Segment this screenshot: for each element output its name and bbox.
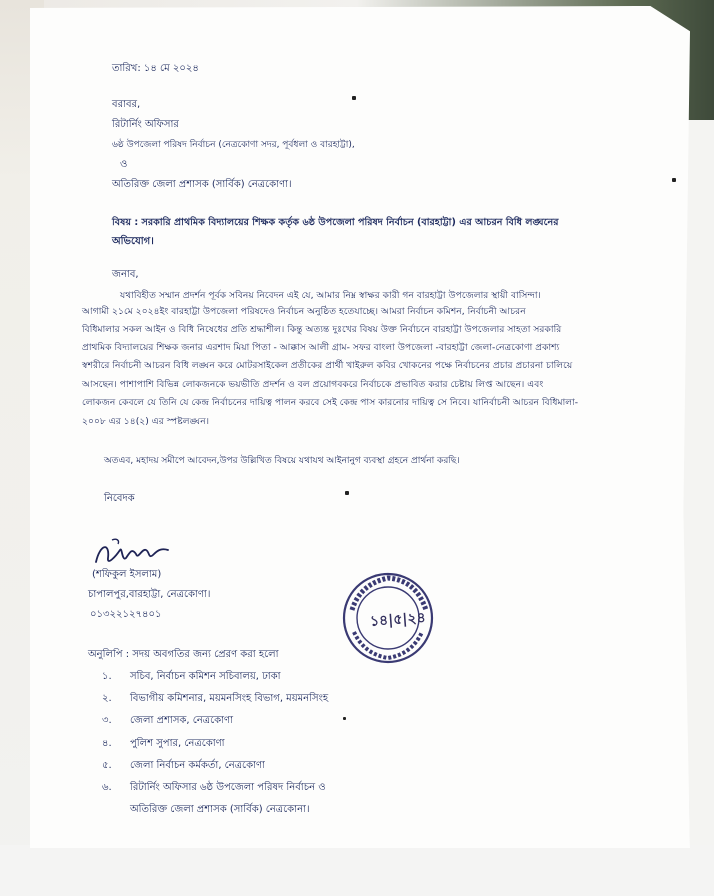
- speck: [672, 178, 676, 182]
- subject-line2: অভিযোগ।: [112, 236, 154, 247]
- recipient-line2: ৬ষ্ঠ উপজেলা পরিষদ নির্বাচন (নেত্রকোণা সদর, পূর্বধলা ও বারহাট্টা),: [112, 140, 355, 150]
- body-line-6: আসছেন। পাশাপাশি বিভিন্ন লোকজনকে ভয়ভীতি প্রদর্শন ও বল প্রয়োগবকরে নির্বাচকে প্রভাবিত করার চেষ্টায় লিপ্ত আছেন। এবং: [82, 379, 544, 390]
- handwritten-signature: [92, 536, 172, 570]
- sender-name: (শফিকুল ইসলাম): [92, 569, 162, 580]
- recipient-to: বরাবর,: [112, 99, 141, 110]
- speck: [352, 96, 356, 100]
- background-bottom: [0, 845, 714, 896]
- body-line-3: বিধিমালার সকল আইন ও বিধি নিষেধের প্রতি শ্রদ্ধাশীল। কিন্তু অত্যন্ত দুঃখের বিষয় উক্ত নির্বাচনে বারহাট্টা উপজেলার সাহতা সরকারি: [82, 324, 562, 335]
- copy-item-1-num: ১.: [102, 671, 112, 682]
- copy-item-6-cont: অতিরিক্ত জেলা প্রশাসক (সার্বিক) নেত্রকোনা।: [130, 804, 310, 815]
- copy-item-1-text: সচিব, নির্বাচন কমিশন সচিবালয়, ঢাকা: [130, 671, 281, 682]
- body-line-5: স্বশরীরে নির্বাচনী আচরন বিধি লঙ্ঘন করে মোটরসাইকেল প্রতীকের প্রার্থী খাইরুল কবির খোকনের পক্ষে নির্বাচনের প্রচার প্রচারনা চালিয়ে: [82, 360, 573, 371]
- speck: [343, 717, 346, 720]
- copy-item-4-num: ৪.: [102, 738, 112, 749]
- sender-phone: ০১৩২২১২৭৪০১: [90, 609, 162, 620]
- copy-item-3-num: ৩.: [102, 715, 112, 726]
- copy-item-4-text: পুলিশ সুপার, নেত্রকোণা: [130, 738, 225, 749]
- stamp-date: ১৪|৫|২৪: [369, 610, 427, 630]
- date-line: তারিখ: ১৪ মে ২০২৪: [112, 63, 199, 74]
- copy-item-2-num: ২.: [102, 693, 112, 704]
- copy-heading: অনুলিপি : সদয় অবগতির জন্য প্রেরণ করা হলো: [88, 649, 279, 660]
- body-line-8: ২০০৮ এর ১৪(২) এর স্পষ্টলঙ্ঘন।: [82, 416, 210, 427]
- copy-item-3-text: জেলা প্রশাসক, নেত্রকোণা: [130, 715, 234, 726]
- copy-item-5-num: ৫.: [102, 760, 112, 771]
- speck: [345, 491, 349, 495]
- salutation: জনাব,: [112, 269, 139, 280]
- subject-line1: বিষয় : সরকারি প্রাথমিক বিদ্যালয়ের শিক্ষক কর্তৃক ৬ষ্ঠ উপজেলা পরিষদ নির্বাচন (বারহাট্টা) এর আচরন বিধি লঙ্ঘনের: [112, 217, 559, 228]
- body-line-4: প্রাথমিক বিদ্যালয়ের শিক্ষক জনার এরশাদ মিয়া পিতা - আক্কাস আলী গ্রাম- সফর বাংলা উপজেলা -বারহাট্টা জেলা-নেত্রকোণা প্রকাশ্য: [82, 342, 560, 353]
- copy-item-5-text: জেলা নির্বাচন কর্মকর্তা, নেত্রকোণা: [130, 760, 265, 771]
- recipient-line1: রিটার্নিং অফিসার: [112, 119, 179, 130]
- body-line-1: যথাবিহীত সম্মান প্রদর্শন পূর্বক সবিনয় নিবেদন এই যে, আমার নিম্ন স্বাক্ষর কারী গন বারহাট্টা উপজেলার স্থায়ী বাসিন্দা।: [120, 290, 541, 301]
- copy-item-2-text: বিভাগীয় কমিশনার, ময়মনসিংহ বিভাগ, ময়মনসিংহ: [130, 693, 329, 704]
- closing: নিবেদক: [104, 493, 135, 504]
- sender-address: চাপালপুর,বারহাট্টা, নেত্রকোণা।: [88, 589, 211, 600]
- request-line: অতএব, মহাদয় সমীপে আবেদন,উপর উল্লিখিত বিষয়ে যথাযথ আইনানুগ ব্যবস্থা গ্রহনে প্রার্থনা করছি।: [104, 456, 460, 466]
- body-line-2: আগামী ২১মে ২০২৪ইং বারহাট্টা উপজেলা পরিষদেও নির্বাচন অনুষ্ঠিত হতেযাচ্ছে। আমরা নির্বাচন কমিশন, নির্বাচনী আচরন: [82, 306, 526, 317]
- copy-item-6-num: ৬.: [102, 782, 112, 793]
- body-line-7: লোকজন কেবলে যে তিনি যে কেন্দ্র নির্বাচনের দায়িত্ব পালন করবে সেই কেন্দ্র পাস কারনোর দায়িত্ব সে নিবে। যানির্বাচনী আচরন বিধিমালা-: [82, 397, 579, 408]
- copy-item-6-text: রিটার্নিং অফিসার ৬ষ্ঠ উপজেলা পরিষদ নির্বাচন ও: [130, 782, 326, 793]
- recipient-and: ও: [120, 159, 128, 170]
- recipient-line3: অতিরিক্ত জেলা প্রশাসক (সার্বিক) নেত্রকোণা।: [112, 179, 292, 190]
